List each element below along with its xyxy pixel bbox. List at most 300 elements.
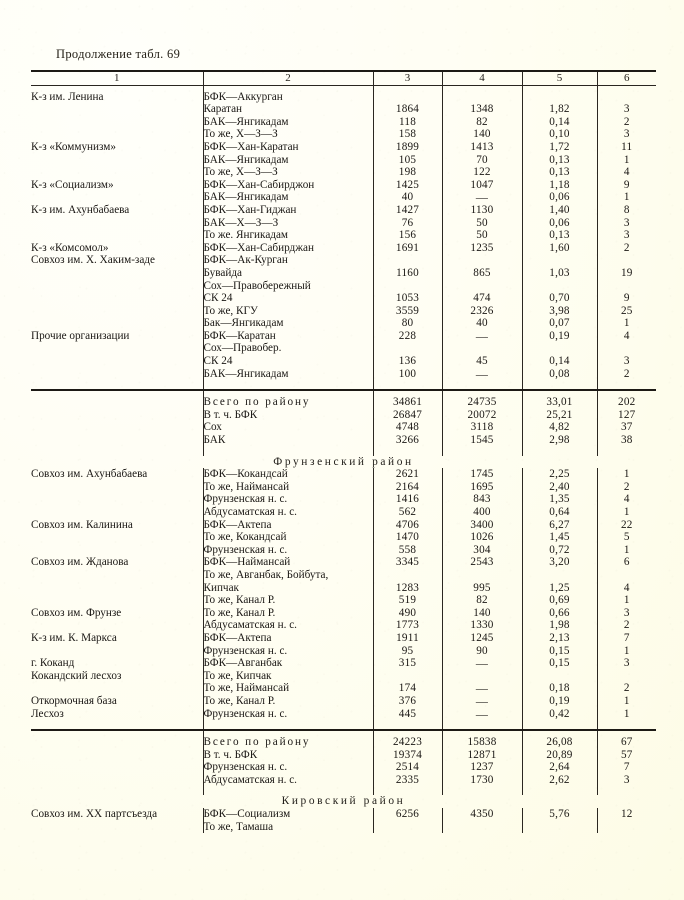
canal-name-cell: БАК—Янгикадам	[203, 154, 373, 167]
organization-name-cell	[31, 531, 203, 544]
table-row	[31, 670, 656, 683]
summary-value-c4: 1730	[442, 774, 522, 787]
table-row	[31, 116, 656, 129]
value-cell-c6: 6	[597, 556, 656, 569]
value-cell-c3: 445	[373, 708, 442, 721]
value-cell-c6: 4	[597, 582, 656, 595]
spacer-cell	[373, 380, 442, 390]
value-cell-c3: 136	[373, 355, 442, 368]
table-row	[31, 544, 656, 557]
spacer-cell	[442, 786, 522, 795]
summary-spacer-cell	[31, 421, 203, 434]
summary-value-c3: 3266	[373, 434, 442, 447]
organization-name-cell	[31, 481, 203, 494]
value-cell-c5: 0,07	[522, 317, 597, 330]
canal-name-cell: БФК—Актепа	[203, 519, 373, 532]
value-cell-c6: 1	[597, 645, 656, 658]
value-cell-c6: 1	[597, 154, 656, 167]
table-row	[31, 166, 656, 179]
summary-value-c6: 7	[597, 761, 656, 774]
spacer-cell	[522, 786, 597, 795]
spacer-cell	[373, 720, 442, 730]
value-cell-c6: 3	[597, 607, 656, 620]
table-row	[31, 506, 656, 519]
value-cell-c3: 376	[373, 695, 442, 708]
value-cell-c6	[597, 342, 656, 355]
value-cell-c3: 198	[373, 166, 442, 179]
value-cell-c6: 1	[597, 708, 656, 721]
value-cell-c6: 2	[597, 619, 656, 632]
summary-spacer-cell	[31, 774, 203, 787]
value-cell-c6: 1	[597, 594, 656, 607]
spacer-cell	[203, 786, 373, 795]
table-row	[31, 342, 656, 355]
summary-value-c4: 1545	[442, 434, 522, 447]
canal-name-cell: Абдусаматская н. с.	[203, 619, 373, 632]
value-cell-c6: 2	[597, 481, 656, 494]
value-cell-c4: 2543	[442, 556, 522, 569]
canal-name-cell: Сох—Правобережный	[203, 280, 373, 293]
spacer-cell	[203, 447, 373, 456]
organization-name-cell	[31, 128, 203, 141]
canal-name-cell: То же, Наймансай	[203, 682, 373, 695]
value-cell-c4: 4350	[442, 808, 522, 821]
table-row	[31, 355, 656, 368]
canal-name-cell: Фрунзенская н. с.	[203, 708, 373, 721]
table-row	[31, 179, 656, 192]
organization-name-cell	[31, 355, 203, 368]
canal-name-cell: БФК—Ак-Курган	[203, 254, 373, 267]
value-cell-c3: 1416	[373, 493, 442, 506]
value-cell-c4	[442, 91, 522, 104]
spacer-cell	[373, 786, 442, 795]
table-row	[31, 821, 656, 834]
value-cell-c6: 22	[597, 519, 656, 532]
canal-name-cell: БФК—Хан-Сабирджан	[203, 242, 373, 255]
pre-summary-gap	[31, 380, 656, 390]
value-cell-c5: 0,14	[522, 355, 597, 368]
value-cell-c4: 82	[442, 594, 522, 607]
spacer-cell	[597, 380, 656, 390]
canal-name-cell: Бак—Янгикадам	[203, 317, 373, 330]
value-cell-c5: 1,82	[522, 103, 597, 116]
canal-name-cell: То же, Х—З—З	[203, 128, 373, 141]
column-header-2: 2	[203, 72, 373, 85]
value-cell-c3: 105	[373, 154, 442, 167]
district-title-row	[31, 795, 656, 808]
value-cell-c5: 2,13	[522, 632, 597, 645]
value-cell-c6: 5	[597, 531, 656, 544]
table-row	[31, 254, 656, 267]
value-cell-c4: —	[442, 191, 522, 204]
canal-name-cell: СК 24	[203, 355, 373, 368]
spacer-cell	[522, 720, 597, 730]
value-cell-c5: 0,19	[522, 695, 597, 708]
value-cell-c5: 1,98	[522, 619, 597, 632]
value-cell-c6: 4	[597, 330, 656, 343]
summary-label: Абдусаматская н. с.	[203, 774, 373, 787]
summary-label: Фрунзенская н. с.	[203, 761, 373, 774]
value-cell-c6: 3	[597, 657, 656, 670]
value-cell-c5: 6,27	[522, 519, 597, 532]
value-cell-c6: 1	[597, 506, 656, 519]
summary-value-c6: 67	[597, 736, 656, 749]
table-row	[31, 708, 656, 721]
table-row	[31, 217, 656, 230]
table-row	[31, 154, 656, 167]
spacer-cell	[31, 786, 203, 795]
spacer-cell	[442, 447, 522, 456]
table-row	[31, 531, 656, 544]
value-cell-c3: 156	[373, 229, 442, 242]
organization-name-cell: Совхоз им. Ахунбабаева	[31, 468, 148, 481]
table-row	[31, 607, 656, 620]
value-cell-c6	[597, 254, 656, 267]
table-row	[31, 619, 656, 632]
value-cell-c5: 0,06	[522, 191, 597, 204]
value-cell-c6: 9	[597, 292, 656, 305]
summary-row	[31, 736, 656, 749]
value-cell-c6: 1	[597, 468, 656, 481]
value-cell-c4: 304	[442, 544, 522, 557]
organization-name-cell: Совхоз им. Фрунзе	[31, 606, 122, 619]
value-cell-c4: 1245	[442, 632, 522, 645]
table-row	[31, 317, 656, 330]
value-cell-c5: 2,40	[522, 481, 597, 494]
summary-value-c6: 202	[597, 396, 656, 409]
canal-name-cell: То же, КГУ	[203, 305, 373, 318]
value-cell-c5: 0,64	[522, 506, 597, 519]
spacer-cell	[522, 380, 597, 390]
value-cell-c5: 1,03	[522, 267, 597, 280]
canal-name-cell: БАК—Янгикадам	[203, 368, 373, 381]
summary-row	[31, 396, 656, 409]
value-cell-c6: 1	[597, 544, 656, 557]
organization-name-cell	[31, 317, 203, 330]
organization-name-cell: К-з «Коммунизм»	[31, 140, 116, 153]
value-cell-c5: 0,13	[522, 229, 597, 242]
summary-value-c3: 26847	[373, 409, 442, 422]
spacer-cell	[597, 720, 656, 730]
organization-name-cell	[31, 582, 203, 595]
value-cell-c5: 0,18	[522, 682, 597, 695]
value-cell-c6: 3	[597, 217, 656, 230]
table-row	[31, 569, 656, 582]
organization-name-cell	[31, 506, 203, 519]
summary-value-c5: 26,08	[522, 736, 597, 749]
spacer-cell	[31, 380, 203, 390]
value-cell-c5: 0,13	[522, 154, 597, 167]
spacer-cell	[442, 720, 522, 730]
summary-value-c5: 2,62	[522, 774, 597, 787]
value-cell-c3: 562	[373, 506, 442, 519]
organization-name-cell	[31, 154, 203, 167]
post-summary-gap	[31, 786, 656, 795]
organization-name-cell	[31, 682, 203, 695]
organization-name-cell: К-з им. К. Маркса	[31, 631, 117, 644]
value-cell-c4: 1413	[442, 141, 522, 154]
value-cell-c6: 11	[597, 141, 656, 154]
table-row	[31, 645, 656, 658]
value-cell-c4: —	[442, 695, 522, 708]
value-cell-c4: —	[442, 708, 522, 721]
organization-name-cell: Совхоз им. Калинина	[31, 518, 133, 531]
value-cell-c3: 100	[373, 368, 442, 381]
summary-value-c6: 37	[597, 421, 656, 434]
value-cell-c4	[442, 342, 522, 355]
summary-label: В т. ч. БФК	[203, 409, 373, 422]
canal-name-cell: Каратан	[203, 103, 373, 116]
organization-name-cell	[31, 103, 203, 116]
value-cell-c3	[373, 569, 442, 582]
canal-name-cell: БФК—Каратан	[203, 330, 373, 343]
canal-name-cell: Сох—Правобер.	[203, 342, 373, 355]
value-cell-c6: 1	[597, 191, 656, 204]
post-summary-gap	[31, 447, 656, 456]
column-header-5: 5	[522, 72, 597, 85]
table-row	[31, 808, 656, 821]
organization-name-cell	[31, 342, 203, 355]
value-cell-c4: 90	[442, 645, 522, 658]
organization-name-cell	[31, 619, 203, 632]
value-cell-c3	[373, 280, 442, 293]
table-row	[31, 556, 656, 569]
value-cell-c5	[522, 91, 597, 104]
value-cell-c5: 0,69	[522, 594, 597, 607]
value-cell-c3: 1425	[373, 179, 442, 192]
value-cell-c6: 3	[597, 128, 656, 141]
table-row	[31, 229, 656, 242]
column-header-6: 6	[597, 72, 656, 85]
canal-name-cell: БФК—Социализм	[203, 808, 373, 821]
value-cell-c4: 1047	[442, 179, 522, 192]
value-cell-c6: 1	[597, 695, 656, 708]
organization-name-cell: К-з «Социализм»	[31, 178, 114, 191]
value-cell-c4: 843	[442, 493, 522, 506]
canal-name-cell: То же, Тамаша	[203, 821, 373, 834]
canal-name-cell: Фрунзенская н. с.	[203, 645, 373, 658]
table-row	[31, 468, 656, 481]
organization-name-cell: Кокандский лесхоз	[31, 669, 122, 682]
organization-name-cell	[31, 191, 203, 204]
summary-spacer-cell	[31, 396, 203, 409]
spacer-cell	[203, 380, 373, 390]
canal-name-cell: Фрунзенская н. с.	[203, 544, 373, 557]
summary-value-c3: 2514	[373, 761, 442, 774]
table-row	[31, 292, 656, 305]
canal-name-cell: БФК—Авганбак	[203, 657, 373, 670]
value-cell-c4: 122	[442, 166, 522, 179]
value-cell-c4: 1130	[442, 204, 522, 217]
summary-row	[31, 409, 656, 422]
canal-name-cell: То же, Кокандсай	[203, 531, 373, 544]
value-cell-c3: 118	[373, 116, 442, 129]
organization-name-cell	[31, 280, 203, 293]
value-cell-c3: 228	[373, 330, 442, 343]
value-cell-c4: 474	[442, 292, 522, 305]
summary-value-c4: 15838	[442, 736, 522, 749]
canal-name-cell: То же, Кипчак	[203, 670, 373, 683]
table-row	[31, 695, 656, 708]
summary-row	[31, 434, 656, 447]
value-cell-c4: 1235	[442, 242, 522, 255]
canal-name-cell: То же, Авганбак, Бойбута,	[203, 569, 373, 582]
summary-value-c4: 3118	[442, 421, 522, 434]
summary-value-c6: 38	[597, 434, 656, 447]
value-cell-c3: 3345	[373, 556, 442, 569]
value-cell-c3: 2621	[373, 468, 442, 481]
value-cell-c6: 3	[597, 229, 656, 242]
canal-name-cell: БАК—Х—З—З	[203, 217, 373, 230]
value-cell-c5: 2,25	[522, 468, 597, 481]
value-cell-c5: 1,45	[522, 531, 597, 544]
canal-name-cell: То же, Канал Р.	[203, 607, 373, 620]
value-cell-c5: 3,98	[522, 305, 597, 318]
table-row	[31, 204, 656, 217]
value-cell-c5: 0,08	[522, 368, 597, 381]
table-row	[31, 191, 656, 204]
value-cell-c6: 4	[597, 166, 656, 179]
spacer-cell	[597, 447, 656, 456]
value-cell-c5: 0,66	[522, 607, 597, 620]
value-cell-c3: 1427	[373, 204, 442, 217]
district-title: Фрунзенский район	[273, 455, 414, 468]
canal-name-cell: Кипчак	[203, 582, 373, 595]
canal-name-cell: БАК—Янгикадам	[203, 116, 373, 129]
value-cell-c3: 6256	[373, 808, 442, 821]
organization-name-cell: Совхоз им. Жданова	[31, 556, 129, 569]
canal-name-cell: Абдусаматская н. с.	[203, 506, 373, 519]
table-row	[31, 594, 656, 607]
value-cell-c3: 315	[373, 657, 442, 670]
value-cell-c4: 82	[442, 116, 522, 129]
value-cell-c3: 80	[373, 317, 442, 330]
summary-spacer-cell	[31, 736, 203, 749]
value-cell-c3: 1470	[373, 531, 442, 544]
value-cell-c3	[373, 342, 442, 355]
value-cell-c4	[442, 569, 522, 582]
table-row	[31, 330, 656, 343]
canal-name-cell: Фрунзенская н. с.	[203, 493, 373, 506]
value-cell-c4: 1695	[442, 481, 522, 494]
table-row	[31, 128, 656, 141]
value-cell-c4: 45	[442, 355, 522, 368]
value-cell-c4: 995	[442, 582, 522, 595]
value-cell-c5: 0,13	[522, 166, 597, 179]
spacer-cell	[203, 720, 373, 730]
value-cell-c5: 1,35	[522, 493, 597, 506]
value-cell-c4: 1330	[442, 619, 522, 632]
value-cell-c3: 40	[373, 191, 442, 204]
summary-value-c3: 2335	[373, 774, 442, 787]
table-body	[31, 71, 656, 833]
canal-name-cell: БФК—Аккурган	[203, 91, 373, 104]
value-cell-c4: 400	[442, 506, 522, 519]
value-cell-c5: 0,72	[522, 544, 597, 557]
value-cell-c3: 1691	[373, 242, 442, 255]
value-cell-c5: 0,06	[522, 217, 597, 230]
value-cell-c3: 1899	[373, 141, 442, 154]
organization-name-cell: г. Коканд	[31, 657, 75, 670]
value-cell-c5	[522, 254, 597, 267]
summary-value-c4: 24735	[442, 396, 522, 409]
value-cell-c3: 1864	[373, 103, 442, 116]
summary-spacer-cell	[31, 434, 203, 447]
value-cell-c3	[373, 821, 442, 834]
summary-value-c5: 33,01	[522, 396, 597, 409]
table-row	[31, 267, 656, 280]
value-cell-c4: 50	[442, 217, 522, 230]
value-cell-c4: —	[442, 368, 522, 381]
value-cell-c4: —	[442, 657, 522, 670]
value-cell-c3: 3559	[373, 305, 442, 318]
canal-name-cell: БФК—Хан-Сабирджон	[203, 179, 373, 192]
value-cell-c5: 1,25	[522, 582, 597, 595]
value-cell-c3: 158	[373, 128, 442, 141]
canal-name-cell: БАК—Янгикадам	[203, 191, 373, 204]
value-cell-c4: 1026	[442, 531, 522, 544]
column-header-4: 4	[442, 72, 522, 85]
summary-value-c5: 20,89	[522, 749, 597, 762]
value-cell-c4: 140	[442, 128, 522, 141]
table-row	[31, 280, 656, 293]
value-cell-c6	[597, 280, 656, 293]
value-cell-c3	[373, 670, 442, 683]
spacer-cell	[31, 447, 203, 456]
value-cell-c4: —	[442, 682, 522, 695]
district-title-row	[31, 456, 656, 469]
organization-name-cell	[31, 493, 203, 506]
value-cell-c6: 7	[597, 632, 656, 645]
summary-spacer-cell	[31, 749, 203, 762]
summary-spacer-cell	[31, 409, 203, 422]
value-cell-c5: 0,70	[522, 292, 597, 305]
value-cell-c3: 1773	[373, 619, 442, 632]
summary-row	[31, 761, 656, 774]
value-cell-c5: 1,60	[522, 242, 597, 255]
summary-row	[31, 421, 656, 434]
value-cell-c5: 0,15	[522, 657, 597, 670]
organization-name-cell: К-з им. Ленина	[31, 90, 104, 103]
value-cell-c5	[522, 280, 597, 293]
value-cell-c3: 174	[373, 682, 442, 695]
spacer-cell	[597, 786, 656, 795]
organization-name-cell: К-з им. Ахунбабаева	[31, 203, 130, 216]
value-cell-c3: 95	[373, 645, 442, 658]
table-row	[31, 103, 656, 116]
organization-name-cell: Совхоз им. XX партсъезда	[31, 808, 158, 821]
value-cell-c6: 2	[597, 116, 656, 129]
canal-name-cell: БФК—Хан-Гиджан	[203, 204, 373, 217]
summary-value-c3: 24223	[373, 736, 442, 749]
value-cell-c6: 2	[597, 682, 656, 695]
summary-label: Всего по району	[203, 736, 373, 749]
table-row	[31, 305, 656, 318]
value-cell-c5: 1,40	[522, 204, 597, 217]
value-cell-c5	[522, 670, 597, 683]
summary-label: Всего по району	[203, 396, 373, 409]
column-header-3: 3	[373, 72, 442, 85]
spacer-cell	[31, 720, 203, 730]
organization-name-cell	[31, 594, 203, 607]
value-cell-c5: 0,10	[522, 128, 597, 141]
column-header-1: 1	[114, 72, 120, 84]
district-title: Кировский район	[281, 795, 406, 808]
value-cell-c5: 1,18	[522, 179, 597, 192]
canal-name-cell: То же, Наймансай	[203, 481, 373, 494]
table-row	[31, 682, 656, 695]
summary-label: Сох	[203, 421, 373, 434]
